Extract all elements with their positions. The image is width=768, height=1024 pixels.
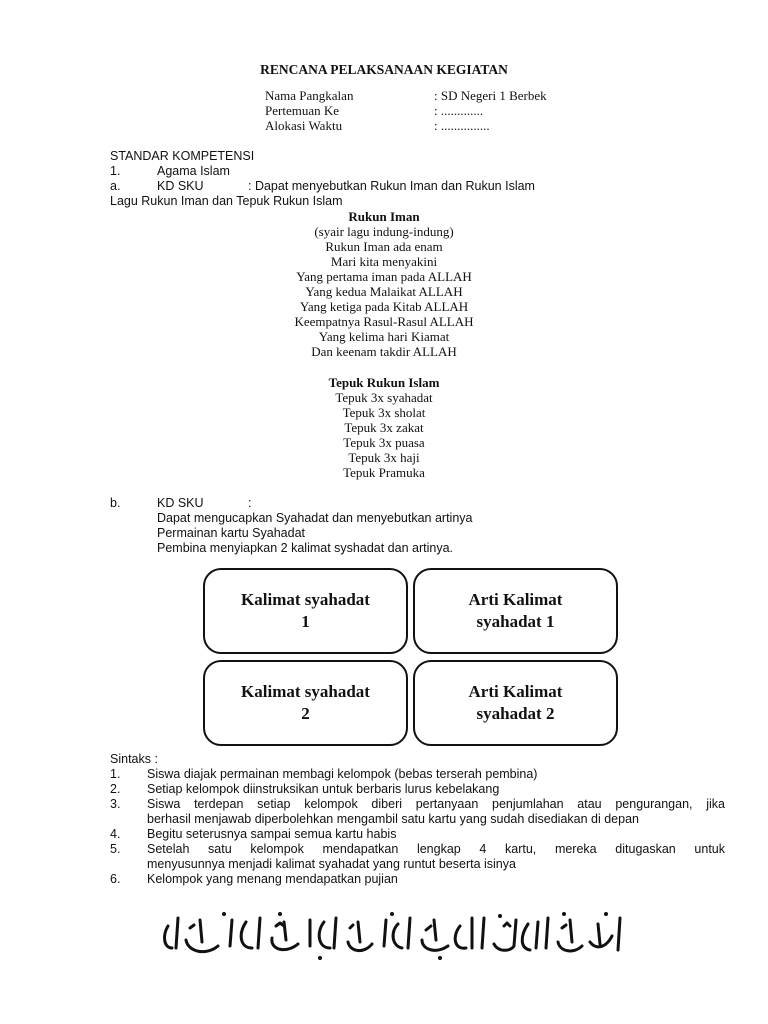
rukun-iman-line: Dan keenam takdir ALLAH xyxy=(311,344,457,359)
sintaks-heading: Sintaks : xyxy=(110,752,158,766)
rukun-iman-line: Yang kelima hari Kiamat xyxy=(318,329,450,344)
sintaks-number: 5. xyxy=(110,842,121,856)
kd-a-text: : Dapat menyebutkan Rukun Iman dan Rukun Islam xyxy=(248,179,535,193)
sintaks-text: Siswa diajak permainan membagi kelompok (bebas terserah pembina) xyxy=(147,767,538,781)
tepuk-line: Tepuk 3x zakat xyxy=(344,420,424,435)
card-arti-kalimat-2: Arti Kalimat syahadat 2 xyxy=(413,660,618,746)
card-kalimat-syahadat-2: Kalimat syahadat 2 xyxy=(203,660,408,746)
arabic-shahada-calligraphy-icon xyxy=(160,906,630,966)
document-title: RENCANA PELAKSANAAN KEGIATAN xyxy=(260,62,508,77)
rukun-iman-line: Mari kita menyakini xyxy=(330,254,438,269)
sintaks-text: Setelah satu kelompok mendapatkan lengkap 4 kartu, mereka ditugaskan untuk xyxy=(147,842,725,856)
info-label-pertemuan: Pertemuan Ke xyxy=(265,103,340,118)
kd-a-marker: a. xyxy=(110,179,121,193)
rukun-iman-heading: Rukun Iman xyxy=(348,209,420,224)
sintaks-text: Setiap kelompok diinstruksikan untuk berbaris lurus kebelakang xyxy=(147,782,500,796)
info-value-pertemuan: : ............. xyxy=(434,103,484,118)
info-value-alokasi: : ............... xyxy=(434,118,490,133)
kd-b-colon: : xyxy=(248,496,252,510)
sintaks-text-continued: menyusunnya menjadi kalimat syahadat yang runtut beserta isinya xyxy=(147,857,516,871)
info-label-nama: Nama Pangkalan xyxy=(265,88,354,103)
song-intro: Lagu Rukun Iman dan Tepuk Rukun Islam xyxy=(110,194,343,208)
tepuk-line: Tepuk 3x haji xyxy=(348,450,420,465)
tepuk-line: Tepuk 3x syahadat xyxy=(335,390,433,405)
rukun-iman-line: (syair lagu indung-indung) xyxy=(314,224,454,239)
info-value-nama: : SD Negeri 1 Berbek xyxy=(434,88,547,103)
rukun-iman-line: Yang ketiga pada Kitab ALLAH xyxy=(299,299,469,314)
sintaks-number: 6. xyxy=(110,872,121,886)
card-kalimat-syahadat-1: Kalimat syahadat 1 xyxy=(203,568,408,654)
tepuk-line: Tepuk 3x sholat xyxy=(342,405,426,420)
rukun-iman-line: Yang kedua Malaikat ALLAH xyxy=(305,284,463,299)
sintaks-number: 3. xyxy=(110,797,121,811)
kd-b-line: Pembina menyiapkan 2 kalimat syshadat dan artinya. xyxy=(157,541,453,555)
standar-heading: STANDAR KOMPETENSI xyxy=(110,149,255,163)
rukun-iman-line: Yang pertama iman pada ALLAH xyxy=(296,269,472,284)
kd-b-marker: b. xyxy=(110,496,121,510)
kd-a-label: KD SKU xyxy=(157,179,204,193)
kd-b-line: Permainan kartu Syahadat xyxy=(157,526,306,540)
tepuk-heading: Tepuk Rukun Islam xyxy=(328,375,440,390)
card-arti-kalimat-1: Arti Kalimat syahadat 1 xyxy=(413,568,618,654)
sintaks-number: 2. xyxy=(110,782,121,796)
sintaks-text: Begitu seterusnya sampai semua kartu habis xyxy=(147,827,397,841)
tepuk-line: Tepuk 3x puasa xyxy=(343,435,425,450)
sintaks-text: Siswa terdepan setiap kelompok diberi pertanyaan penjumlahan atau pengurangan, jika xyxy=(147,797,725,811)
tepuk-line: Tepuk Pramuka xyxy=(343,465,425,480)
rukun-iman-line: Rukun Iman ada enam xyxy=(325,239,443,254)
kd-b-line: Dapat mengucapkan Syahadat dan menyebutkan artinya xyxy=(157,511,473,525)
info-label-alokasi: Alokasi Waktu xyxy=(265,118,343,133)
standar-item-number: 1. xyxy=(110,164,121,178)
rukun-iman-line: Keempatnya Rasul-Rasul ALLAH xyxy=(294,314,474,329)
sintaks-number: 1. xyxy=(110,767,121,781)
kd-b-label: KD SKU xyxy=(157,496,204,510)
sintaks-text-continued: berhasil menjawab diperbolehkan mengambil satu kartu yang sudah disediakan di depan xyxy=(147,812,639,826)
sintaks-number: 4. xyxy=(110,827,121,841)
standar-item-text: Agama Islam xyxy=(157,164,230,178)
sintaks-text: Kelompok yang menang mendapatkan pujian xyxy=(147,872,398,886)
